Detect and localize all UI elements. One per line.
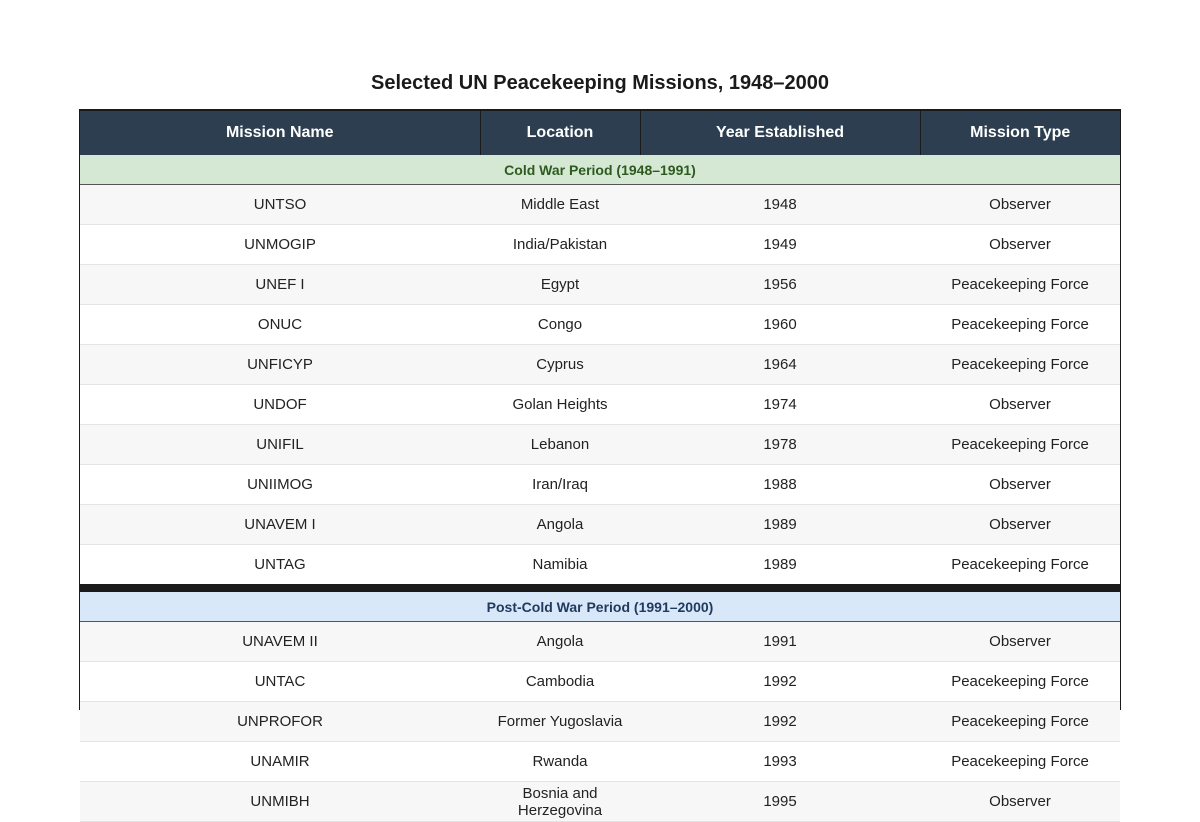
cell-mission-name: UNAVEM II <box>80 622 480 662</box>
cell-year-established: 1978 <box>640 425 920 465</box>
table-row <box>80 782 1120 822</box>
cell-mission-name: UNIFIL <box>80 425 480 465</box>
cell-location: Cambodia <box>480 662 640 702</box>
cell-mission-name: UNEF I <box>80 265 480 305</box>
cell-location: Namibia <box>480 545 640 589</box>
cell-mission-type: Observer <box>920 185 1120 225</box>
cell-year-established: 1960 <box>640 305 920 345</box>
cell-location: Middle East <box>480 185 640 225</box>
cell-mission-name: UNTSO <box>80 185 480 225</box>
table-row <box>80 185 1120 225</box>
cell-year-established: 1991 <box>640 622 920 662</box>
cell-year-established: 1948 <box>640 185 920 225</box>
cell-mission-name: UNAMIR <box>80 742 480 782</box>
column-header-mission-type: Mission Type <box>920 110 1120 155</box>
column-header-mission-name: Mission Name <box>80 110 480 155</box>
cell-year-established: 1964 <box>640 345 920 385</box>
cell-year-established: 1956 <box>640 265 920 305</box>
cell-mission-name: UNAVEM I <box>80 505 480 545</box>
cell-mission-type: Observer <box>920 505 1120 545</box>
cell-location: Cyprus <box>480 345 640 385</box>
cell-mission-type: Peacekeeping Force <box>920 742 1120 782</box>
table-row <box>80 225 1120 265</box>
table-row <box>80 305 1120 345</box>
cell-year-established: 1974 <box>640 385 920 425</box>
cell-year-established: 1989 <box>640 545 920 589</box>
cell-mission-type: Peacekeeping Force <box>920 702 1120 742</box>
cell-mission-name: UNPROFOR <box>80 702 480 742</box>
missions-table-container <box>80 109 1120 822</box>
section-header-row <box>80 588 1120 622</box>
table-header-row <box>80 110 1120 155</box>
cell-location: Rwanda <box>480 742 640 782</box>
cell-mission-type: Peacekeeping Force <box>920 265 1120 305</box>
cell-mission-name: UNMOGIP <box>80 225 480 265</box>
cell-location: Iran/Iraq <box>480 465 640 505</box>
cell-mission-type: Observer <box>920 782 1120 822</box>
cell-location: Egypt <box>480 265 640 305</box>
table-row <box>80 702 1120 742</box>
cell-mission-type: Peacekeeping Force <box>920 662 1120 702</box>
cell-year-established: 1992 <box>640 662 920 702</box>
cell-mission-name: UNIIMOG <box>80 465 480 505</box>
cell-mission-type: Observer <box>920 385 1120 425</box>
column-header-year-established: Year Established <box>640 110 920 155</box>
column-header-location: Location <box>480 110 640 155</box>
cell-mission-name: ONUC <box>80 305 480 345</box>
cell-location: Angola <box>480 505 640 545</box>
table-row <box>80 465 1120 505</box>
section-label: Post-Cold War Period (1991–2000) <box>80 588 1120 622</box>
cell-mission-type: Peacekeeping Force <box>920 425 1120 465</box>
table-row <box>80 385 1120 425</box>
table-row <box>80 505 1120 545</box>
table-row <box>80 545 1120 589</box>
cell-mission-type: Peacekeeping Force <box>920 305 1120 345</box>
cell-location: Congo <box>480 305 640 345</box>
cell-location: Angola <box>480 622 640 662</box>
cell-year-established: 1992 <box>640 702 920 742</box>
section-label: Cold War Period (1948–1991) <box>80 155 1120 185</box>
cell-location: Bosnia and Herzegovina <box>480 782 640 822</box>
cell-location: Golan Heights <box>480 385 640 425</box>
cell-mission-name: UNTAC <box>80 662 480 702</box>
table-row <box>80 662 1120 702</box>
cell-year-established: 1988 <box>640 465 920 505</box>
cell-location: Lebanon <box>480 425 640 465</box>
table-body <box>80 155 1120 822</box>
table-row <box>80 742 1120 782</box>
cell-year-established: 1949 <box>640 225 920 265</box>
cell-mission-type: Peacekeeping Force <box>920 545 1120 589</box>
cell-mission-name: UNMIBH <box>80 782 480 822</box>
cell-year-established: 1989 <box>640 505 920 545</box>
cell-mission-type: Observer <box>920 622 1120 662</box>
cell-location: Former Yugoslavia <box>480 702 640 742</box>
table-row <box>80 622 1120 662</box>
cell-mission-type: Peacekeeping Force <box>920 345 1120 385</box>
cell-location: India/Pakistan <box>480 225 640 265</box>
cell-year-established: 1995 <box>640 782 920 822</box>
page-title: Selected UN Peacekeeping Missions, 1948–2000 <box>370 72 830 94</box>
table-row <box>80 345 1120 385</box>
missions-table <box>80 109 1120 822</box>
section-header-row <box>80 155 1120 185</box>
table-row <box>80 265 1120 305</box>
table-row <box>80 425 1120 465</box>
cell-year-established: 1993 <box>640 742 920 782</box>
cell-mission-name: UNFICYP <box>80 345 480 385</box>
cell-mission-name: UNDOF <box>80 385 480 425</box>
cell-mission-type: Observer <box>920 225 1120 265</box>
cell-mission-name: UNTAG <box>80 545 480 589</box>
cell-mission-type: Observer <box>920 465 1120 505</box>
